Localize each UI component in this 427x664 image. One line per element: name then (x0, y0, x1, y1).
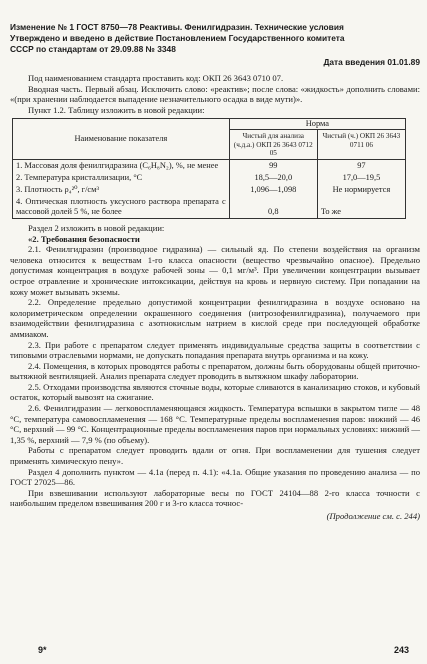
approval-line: Утверждено и введено в действие Постановлением Государственного комитета (10, 33, 345, 43)
table-row (13, 172, 406, 184)
row-value-b: То же (317, 196, 405, 219)
row-value-b: 97 (317, 159, 405, 172)
row-value-a: 0,8 (229, 196, 317, 219)
table-header-name: Наименование показателя (13, 119, 230, 160)
table-row (13, 159, 406, 172)
row-name: 4. Оптическая плотность уксусного раствора препарата с массовой долей 5 %, не более (13, 196, 230, 219)
amendment-title: Изменение № 1 ГОСТ 8750—78 Реактивы. Фенилгидразин. Технические условия (10, 22, 344, 32)
table-header-norm: Норма (229, 119, 405, 130)
section-2-instruction: Раздел 2 изложить в новой редакции: (28, 222, 165, 233)
specs-table (12, 118, 406, 219)
row-value-b: Не нормируется (317, 184, 405, 196)
paragraph-weighing: При взвешивании используют лабораторные весы по ГОСТ 24104—88 2-го класса точности с наибольшим пределом взвешивания 200 г и 3-го класса точнос- (10, 487, 420, 509)
intro-paragraph-2: Вводная часть. Первый абзац. Исключить слово: «реактив»; после слова: «жидкость» дополнить словами: «(при хранении наблюдается выпадение незначительного осадка в виде мути)». (10, 83, 420, 105)
document-page (10, 8, 420, 521)
table-header-analysis-grade: Чистый для анализа (ч.д.а.) ОКП 26 3643 0712 05 (229, 130, 317, 160)
paragraph-2-1: 2.1. Фенилгидразин (производное гидразина) — сильный яд. По степени воздействия на организм человека относится к веществам 1-го класса опасности (вещество чрезвычайно опасное). Предельно допустимая концентрация в воздухе рабочей зоны — 0,1 мг/м³. При увеличении концентрации вызывает острое отравление и хронические интоксикации, действуя на кровь и нервную систему. При попадании на кожу может вызывать экземы. (10, 244, 420, 297)
table-header-pure-grade: Чистый (ч.) ОКП 26 3643 0711 06 (317, 130, 405, 160)
row-value-b: 17,0—19,5 (317, 172, 405, 184)
paragraph-2-3: 2.3. При работе с препаратом следует применять индивидуальные средства защиты в соответствии с типовыми отраслевыми нормами, не допускать попадания препарата внутрь организма и на кожу. (10, 339, 420, 361)
paragraph-section-4: Раздел 4 дополнить пунктом — 4.1а (перед п. 4.1): «4.1а. Общие указания по проведению анализа — по ГОСТ 27025—86. (10, 466, 420, 488)
paragraph-2-2: 2.2. Определение предельно допустимой концентрации фенилгидразина в воздухе основано на колориметрическом определении окрашенного соединения (нитрозофенилгидразина), получаемого при взаимодействии фенилгидразина с азотнокислым натрием в кислой среде при последующей обработке аммиаком. (10, 297, 420, 339)
page-number: 243 (393, 645, 409, 655)
intro-paragraph-3: Пункт 1.2. Таблицу изложить в новой редакции: (28, 104, 205, 115)
row-name: 1. Массовая доля фенилгидразина (C₆H₈N₂), %, не менее (13, 159, 230, 172)
paragraph-2-6: 2.6. Фенилгидразин — легковоспламеняющаяся жидкость. Температура вспышки в закрытом тигле — 48 °C, температура самовоспламенения — 168 °C. Температурные пределы воспламенения паров: нижний — 46 °C, верхний — 99 °C. Концентрационные пределы воспламенения паров при нормальных условиях: нижний — 1,35 %, верхний — 7,9 % (по объему). (10, 403, 420, 445)
row-value-a: 1,096—1,098 (229, 184, 317, 196)
approval-line-2: СССР по стандартам от 29.09.88 № 3348 (10, 44, 176, 54)
effective-date: Дата введения 01.01.89 (323, 57, 420, 67)
paragraph-2-7: Работы с препаратом следует проводить вдали от огня. При воспламенении для тушения следует применять химическую пену». (10, 445, 420, 467)
section-2-heading: «2. Требования безопасности (28, 233, 140, 244)
continuation-note: (Продолжение см. с. 244) (326, 511, 420, 522)
row-name: 2. Температура кристаллизации, °C (13, 172, 230, 184)
paragraph-2-5: 2.5. Отходами производства являются сточные воды, которые сливаются в канализацию стоков, и кубовый остаток, который вывозят на сжигание. (10, 381, 420, 403)
signature-mark: 9* (38, 645, 47, 655)
row-name: 3. Плотность ρ₄²⁰, г/см³ (13, 184, 230, 196)
paragraph-2-4: 2.4. Помещения, в которых проводятся работы с препаратом, должны быть оборудованы общей приточно-вытяжной вентиляцией. Анализ препарата следует проводить в вытяжном шкафу лаборатории. (10, 360, 420, 382)
table-row (13, 184, 406, 196)
row-value-a: 18,5—20,0 (229, 172, 317, 184)
table-row (13, 196, 406, 219)
row-value-a: 99 (229, 159, 317, 172)
intro-paragraph-1: Под наименованием стандарта проставить код: ОКП 26 3643 0710 07. (28, 73, 284, 83)
